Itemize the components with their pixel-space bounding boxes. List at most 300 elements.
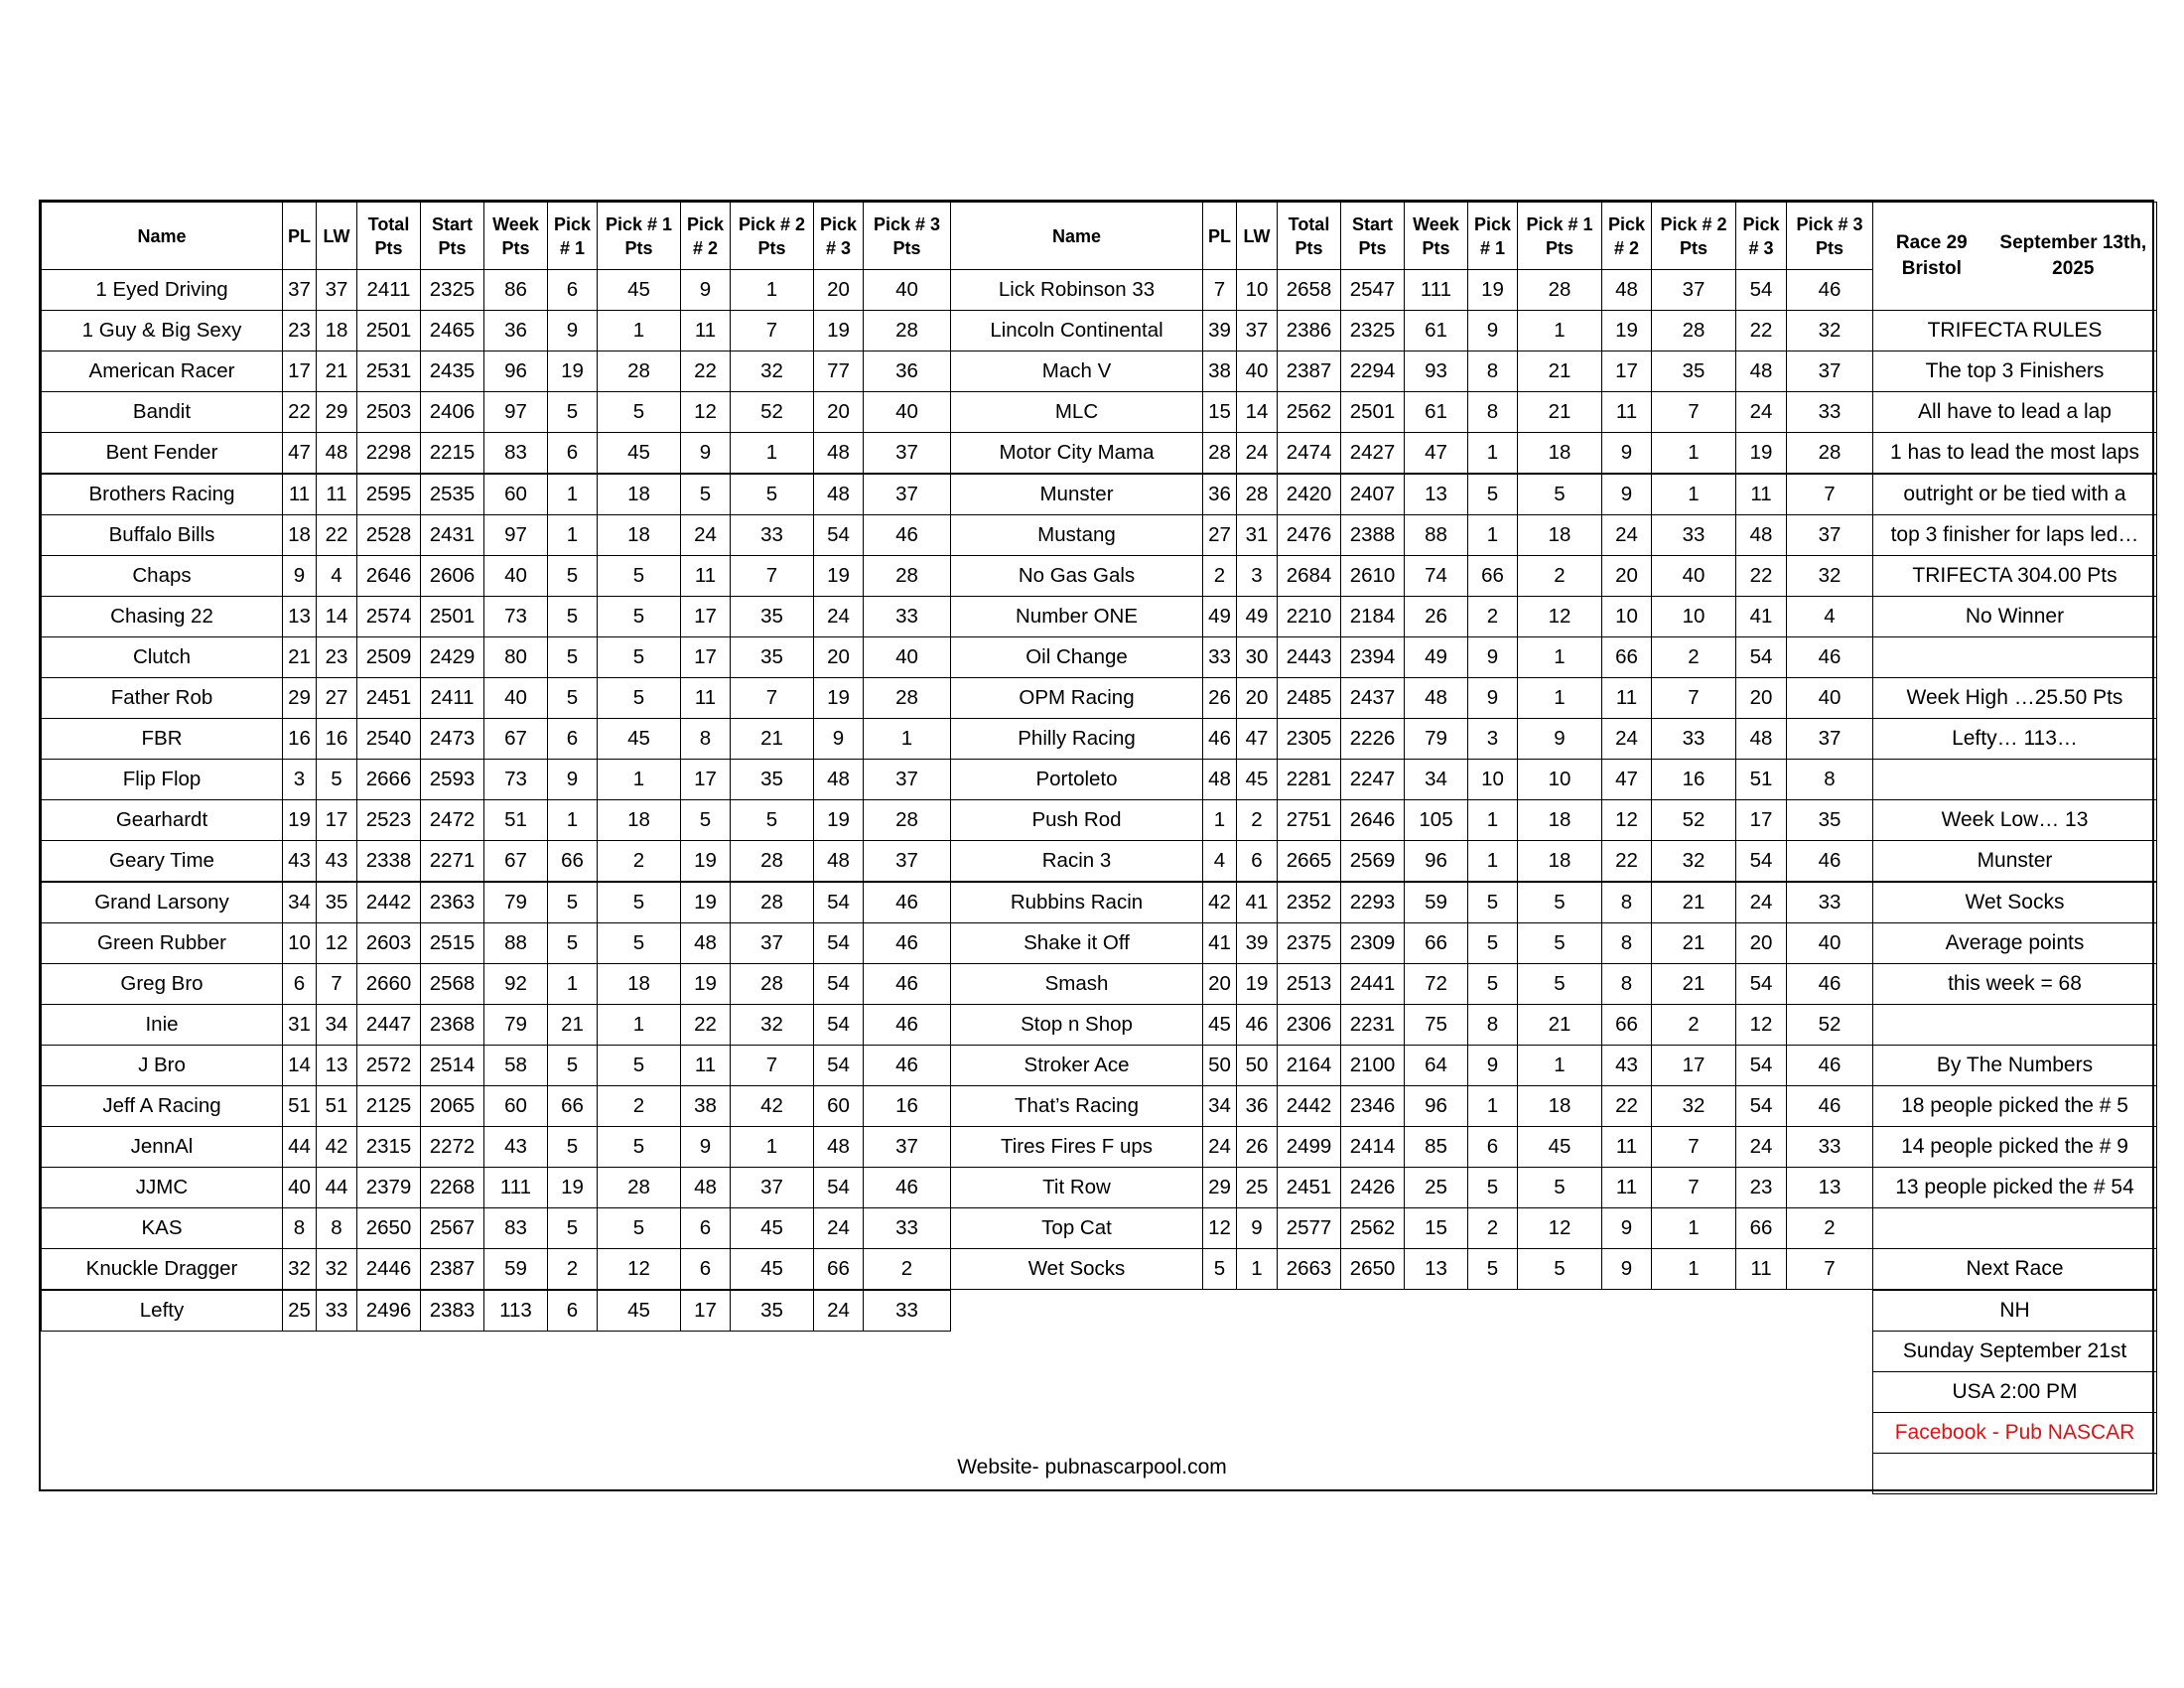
left-cell-pick3-pts: 33 (863, 1290, 951, 1332)
right-cell-pick3-pts: 8 (1786, 759, 1873, 800)
right-cell-pick3: 11 (1735, 474, 1787, 515)
race-info-title-line: Race 29 Bristol (1895, 232, 1968, 280)
left-cell-lw: 27 (316, 677, 357, 719)
left-cell-lw: 35 (316, 882, 357, 923)
left-cell-name: JennAl (41, 1126, 283, 1168)
race-info-line (1872, 759, 2157, 800)
race-info-line: 1 has to lead the most laps (1872, 432, 2157, 474)
right-cell-pick3-pts: 33 (1786, 882, 1873, 923)
left-header-pick1-pts: Pick # 1 Pts (597, 202, 681, 270)
right-cell-pl: 12 (1202, 1207, 1237, 1249)
right-cell-pick1: 8 (1467, 1004, 1518, 1046)
left-cell-pick1-pts: 18 (597, 474, 681, 515)
left-cell-pick3-pts: 37 (863, 474, 951, 515)
right-cell-pick1: 10 (1467, 759, 1518, 800)
right-cell-week-pts: 59 (1404, 882, 1468, 923)
left-cell-total-pts: 2528 (356, 514, 421, 556)
left-header-pick2: Pick # 2 (680, 202, 731, 270)
left-cell-pick3: 24 (813, 1207, 864, 1249)
left-cell-pick2: 17 (680, 596, 731, 637)
left-cell-start-pts: 2515 (420, 922, 484, 964)
right-cell-week-pts: 25 (1404, 1167, 1468, 1208)
left-cell-week-pts: 97 (483, 514, 548, 556)
right-cell-pick1: 2 (1467, 1207, 1518, 1249)
left-cell-pick1: 6 (547, 1290, 598, 1332)
right-cell-pick1: 8 (1467, 391, 1518, 433)
left-cell-total-pts: 2338 (356, 840, 421, 882)
left-cell-pick2-pts: 35 (730, 596, 814, 637)
left-cell-pick3-pts: 46 (863, 1045, 951, 1086)
left-cell-week-pts: 79 (483, 882, 548, 923)
left-cell-pick2: 17 (680, 636, 731, 678)
right-cell-total-pts: 2420 (1277, 474, 1341, 515)
left-cell-week-pts: 40 (483, 555, 548, 597)
left-cell-start-pts: 2465 (420, 310, 484, 352)
right-cell-pick1-pts: 21 (1517, 391, 1602, 433)
right-cell-lw: 20 (1236, 677, 1278, 719)
left-cell-week-pts: 79 (483, 1004, 548, 1046)
left-cell-pick3-pts: 28 (863, 677, 951, 719)
left-cell-pick2-pts: 28 (730, 840, 814, 882)
left-cell-lw: 8 (316, 1207, 357, 1249)
right-cell-pick1: 5 (1467, 474, 1518, 515)
left-cell-total-pts: 2572 (356, 1045, 421, 1086)
left-cell-pick3-pts: 46 (863, 1167, 951, 1208)
left-cell-start-pts: 2268 (420, 1167, 484, 1208)
left-cell-lw: 12 (316, 922, 357, 964)
left-cell-lw: 23 (316, 636, 357, 678)
right-header-pick3-pts: Pick # 3 Pts (1786, 202, 1873, 270)
right-cell-pick2-pts: 35 (1651, 351, 1736, 392)
right-cell-pick1: 8 (1467, 351, 1518, 392)
left-cell-pick3: 66 (813, 1248, 864, 1290)
right-cell-pick2: 43 (1601, 1045, 1652, 1086)
right-cell-pick2: 48 (1601, 269, 1652, 311)
left-cell-start-pts: 2431 (420, 514, 484, 556)
right-cell-pick2-pts: 10 (1651, 596, 1736, 637)
left-cell-pick3-pts: 46 (863, 963, 951, 1005)
right-cell-pl: 2 (1202, 555, 1237, 597)
left-cell-pick2-pts: 37 (730, 1167, 814, 1208)
right-cell-pick3-pts: 7 (1786, 474, 1873, 515)
left-cell-pick1-pts: 5 (597, 391, 681, 433)
left-cell-pick2-pts: 32 (730, 1004, 814, 1046)
right-cell-week-pts: 13 (1404, 1248, 1468, 1290)
right-cell-name: Oil Change (950, 636, 1203, 678)
left-cell-lw: 5 (316, 759, 357, 800)
left-cell-pick3-pts: 2 (863, 1248, 951, 1290)
right-cell-name: That’s Racing (950, 1085, 1203, 1127)
right-cell-week-pts: 13 (1404, 474, 1468, 515)
left-cell-pl: 21 (282, 636, 317, 678)
left-cell-pl: 44 (282, 1126, 317, 1168)
right-cell-pick1: 9 (1467, 1045, 1518, 1086)
left-cell-start-pts: 2272 (420, 1126, 484, 1168)
left-cell-pick2-pts: 7 (730, 555, 814, 597)
right-cell-pick1-pts: 5 (1517, 882, 1602, 923)
left-cell-pick3: 48 (813, 840, 864, 882)
left-cell-total-pts: 2660 (356, 963, 421, 1005)
left-cell-lw: 34 (316, 1004, 357, 1046)
right-cell-name: Lincoln Continental (950, 310, 1203, 352)
right-cell-total-pts: 2562 (1277, 391, 1341, 433)
right-cell-pick1-pts: 5 (1517, 1167, 1602, 1208)
left-cell-total-pts: 2509 (356, 636, 421, 678)
left-header-pick3-pts: Pick # 3 Pts (863, 202, 951, 270)
right-cell-start-pts: 2231 (1340, 1004, 1405, 1046)
right-cell-start-pts: 2388 (1340, 514, 1405, 556)
left-cell-pl: 37 (282, 269, 317, 311)
left-cell-pick1: 1 (547, 514, 598, 556)
left-cell-pick3-pts: 46 (863, 514, 951, 556)
right-cell-name: Munster (950, 474, 1203, 515)
right-cell-total-pts: 2499 (1277, 1126, 1341, 1168)
left-cell-pick2: 22 (680, 1004, 731, 1046)
left-cell-pick3-pts: 36 (863, 351, 951, 392)
left-cell-lw: 33 (316, 1290, 357, 1332)
right-cell-name: Number ONE (950, 596, 1203, 637)
left-cell-name: American Racer (41, 351, 283, 392)
left-cell-pick3: 54 (813, 963, 864, 1005)
left-header-pl: PL (282, 202, 317, 270)
right-cell-pick3-pts: 46 (1786, 636, 1873, 678)
left-cell-week-pts: 80 (483, 636, 548, 678)
left-cell-lw: 7 (316, 963, 357, 1005)
left-cell-pick1: 6 (547, 432, 598, 474)
left-cell-pick1-pts: 2 (597, 840, 681, 882)
left-cell-name: Flip Flop (41, 759, 283, 800)
left-cell-pick2: 17 (680, 759, 731, 800)
left-cell-pick2-pts: 32 (730, 351, 814, 392)
right-cell-pick3: 41 (1735, 596, 1787, 637)
left-cell-pick3-pts: 37 (863, 840, 951, 882)
right-cell-pick2: 9 (1601, 432, 1652, 474)
right-cell-start-pts: 2293 (1340, 882, 1405, 923)
right-cell-pick2: 19 (1601, 310, 1652, 352)
right-cell-pick3-pts: 46 (1786, 963, 1873, 1005)
left-cell-pick2: 6 (680, 1248, 731, 1290)
left-cell-pick1-pts: 2 (597, 1085, 681, 1127)
race-info-line: 14 people picked the # 9 (1872, 1126, 2157, 1168)
left-cell-pick1-pts: 45 (597, 269, 681, 311)
right-cell-total-pts: 2513 (1277, 963, 1341, 1005)
right-cell-pick3: 20 (1735, 922, 1787, 964)
left-cell-pick1: 66 (547, 1085, 598, 1127)
left-cell-start-pts: 2325 (420, 269, 484, 311)
right-cell-name: Shake it Off (950, 922, 1203, 964)
right-cell-pick1-pts: 21 (1517, 1004, 1602, 1046)
right-cell-total-pts: 2451 (1277, 1167, 1341, 1208)
right-cell-pl: 26 (1202, 677, 1237, 719)
left-cell-pick3: 20 (813, 269, 864, 311)
right-cell-pl: 50 (1202, 1045, 1237, 1086)
left-cell-pick1: 9 (547, 759, 598, 800)
right-cell-pick2: 24 (1601, 514, 1652, 556)
right-cell-start-pts: 2610 (1340, 555, 1405, 597)
right-cell-pick2-pts: 1 (1651, 1207, 1736, 1249)
right-cell-lw: 36 (1236, 1085, 1278, 1127)
race-info-line (1872, 1207, 2157, 1249)
left-cell-name: Buffalo Bills (41, 514, 283, 556)
left-cell-pick3: 19 (813, 555, 864, 597)
left-cell-lw: 22 (316, 514, 357, 556)
right-cell-name: OPM Racing (950, 677, 1203, 719)
right-cell-pick3-pts: 46 (1786, 1045, 1873, 1086)
right-cell-name: Wet Socks (950, 1248, 1203, 1290)
left-cell-pick2: 22 (680, 351, 731, 392)
left-cell-pick1: 5 (547, 596, 598, 637)
right-cell-start-pts: 2646 (1340, 799, 1405, 841)
right-cell-pl: 38 (1202, 351, 1237, 392)
left-cell-pick3: 54 (813, 1045, 864, 1086)
right-cell-total-pts: 2665 (1277, 840, 1341, 882)
right-cell-pick3: 23 (1735, 1167, 1787, 1208)
right-cell-pick1: 5 (1467, 922, 1518, 964)
left-cell-pick2-pts: 35 (730, 1290, 814, 1332)
left-cell-pl: 22 (282, 391, 317, 433)
right-cell-total-pts: 2485 (1277, 677, 1341, 719)
left-cell-lw: 43 (316, 840, 357, 882)
right-cell-week-pts: 105 (1404, 799, 1468, 841)
right-cell-pick2: 47 (1601, 759, 1652, 800)
right-cell-total-pts: 2751 (1277, 799, 1341, 841)
left-cell-total-pts: 2442 (356, 882, 421, 923)
right-cell-pick2-pts: 7 (1651, 391, 1736, 433)
left-cell-total-pts: 2523 (356, 799, 421, 841)
left-cell-pl: 31 (282, 1004, 317, 1046)
left-header-lw: LW (316, 202, 357, 270)
left-cell-pick3: 48 (813, 1126, 864, 1168)
right-cell-week-pts: 96 (1404, 840, 1468, 882)
right-cell-name: Push Rod (950, 799, 1203, 841)
right-cell-pick3-pts: 37 (1786, 514, 1873, 556)
left-cell-lw: 4 (316, 555, 357, 597)
right-cell-name: Mach V (950, 351, 1203, 392)
left-cell-start-pts: 2411 (420, 677, 484, 719)
right-cell-pl: 34 (1202, 1085, 1237, 1127)
left-cell-total-pts: 2603 (356, 922, 421, 964)
right-cell-start-pts: 2184 (1340, 596, 1405, 637)
right-cell-pick3-pts: 40 (1786, 677, 1873, 719)
race-info-line: Wet Socks (1872, 882, 2157, 923)
right-cell-start-pts: 2414 (1340, 1126, 1405, 1168)
left-cell-pick1: 5 (547, 636, 598, 678)
right-cell-start-pts: 2547 (1340, 269, 1405, 311)
left-cell-pick1: 19 (547, 351, 598, 392)
right-cell-pl: 33 (1202, 636, 1237, 678)
left-cell-name: Geary Time (41, 840, 283, 882)
race-info-line: Sunday September 21st (1872, 1331, 2157, 1372)
left-cell-start-pts: 2535 (420, 474, 484, 515)
left-cell-name: JJMC (41, 1167, 283, 1208)
left-cell-pick1: 5 (547, 677, 598, 719)
right-cell-name: Stop n Shop (950, 1004, 1203, 1046)
left-cell-name: Bent Fender (41, 432, 283, 474)
right-cell-week-pts: 61 (1404, 391, 1468, 433)
right-cell-pick3-pts: 28 (1786, 432, 1873, 474)
right-cell-pick3: 48 (1735, 514, 1787, 556)
race-info-line: The top 3 Finishers (1872, 351, 2157, 392)
right-cell-week-pts: 111 (1404, 269, 1468, 311)
left-cell-name: Clutch (41, 636, 283, 678)
right-cell-pick2: 11 (1601, 1167, 1652, 1208)
left-header-week-pts: Week Pts (483, 202, 548, 270)
right-header-pl: PL (1202, 202, 1237, 270)
right-cell-pick3: 48 (1735, 351, 1787, 392)
left-cell-pick2: 5 (680, 474, 731, 515)
right-cell-week-pts: 49 (1404, 636, 1468, 678)
left-cell-pick3: 48 (813, 759, 864, 800)
right-cell-name: Mustang (950, 514, 1203, 556)
right-cell-pick3: 54 (1735, 963, 1787, 1005)
right-cell-lw: 6 (1236, 840, 1278, 882)
left-cell-week-pts: 58 (483, 1045, 548, 1086)
right-cell-pick3: 17 (1735, 799, 1787, 841)
left-cell-pick3-pts: 40 (863, 269, 951, 311)
right-cell-pick2-pts: 7 (1651, 677, 1736, 719)
right-cell-pick1: 1 (1467, 432, 1518, 474)
left-header-pick3: Pick # 3 (813, 202, 864, 270)
left-cell-lw: 17 (316, 799, 357, 841)
left-cell-pick1: 1 (547, 963, 598, 1005)
right-header-total-pts: Total Pts (1277, 202, 1341, 270)
right-cell-pick1-pts: 1 (1517, 1045, 1602, 1086)
left-cell-week-pts: 51 (483, 799, 548, 841)
left-cell-pick1-pts: 18 (597, 514, 681, 556)
right-cell-pick3-pts: 4 (1786, 596, 1873, 637)
right-cell-pl: 48 (1202, 759, 1237, 800)
right-cell-start-pts: 2325 (1340, 310, 1405, 352)
left-cell-pl: 16 (282, 718, 317, 760)
left-cell-pick2: 5 (680, 799, 731, 841)
left-cell-pick3: 54 (813, 514, 864, 556)
left-cell-pick3-pts: 28 (863, 555, 951, 597)
right-cell-lw: 40 (1236, 351, 1278, 392)
right-cell-pl: 7 (1202, 269, 1237, 311)
right-cell-pick1-pts: 1 (1517, 677, 1602, 719)
left-cell-total-pts: 2451 (356, 677, 421, 719)
right-cell-pick3: 54 (1735, 840, 1787, 882)
left-header-start-pts: Start Pts (420, 202, 484, 270)
right-cell-lw: 31 (1236, 514, 1278, 556)
right-cell-start-pts: 2100 (1340, 1045, 1405, 1086)
left-cell-start-pts: 2472 (420, 799, 484, 841)
right-cell-lw: 39 (1236, 922, 1278, 964)
right-cell-pick2-pts: 32 (1651, 840, 1736, 882)
right-cell-lw: 3 (1236, 555, 1278, 597)
left-cell-pick3-pts: 40 (863, 391, 951, 433)
left-cell-pl: 29 (282, 677, 317, 719)
right-cell-pick2-pts: 1 (1651, 432, 1736, 474)
left-cell-total-pts: 2125 (356, 1085, 421, 1127)
right-cell-week-pts: 15 (1404, 1207, 1468, 1249)
left-cell-lw: 44 (316, 1167, 357, 1208)
right-cell-pl: 15 (1202, 391, 1237, 433)
right-cell-lw: 9 (1236, 1207, 1278, 1249)
right-cell-pick3: 66 (1735, 1207, 1787, 1249)
left-cell-week-pts: 73 (483, 759, 548, 800)
right-cell-pick1: 6 (1467, 1126, 1518, 1168)
right-cell-lw: 25 (1236, 1167, 1278, 1208)
race-info-line: Week High …25.50 Pts (1872, 677, 2157, 719)
right-cell-start-pts: 2346 (1340, 1085, 1405, 1127)
left-cell-pick3: 9 (813, 718, 864, 760)
left-cell-pl: 18 (282, 514, 317, 556)
right-cell-name: Top Cat (950, 1207, 1203, 1249)
left-cell-pick3-pts: 33 (863, 596, 951, 637)
left-cell-week-pts: 36 (483, 310, 548, 352)
right-cell-pick2: 20 (1601, 555, 1652, 597)
right-cell-pick2: 9 (1601, 1248, 1652, 1290)
right-cell-pick1: 1 (1467, 514, 1518, 556)
right-cell-pick3-pts: 33 (1786, 1126, 1873, 1168)
left-cell-pick3: 54 (813, 1004, 864, 1046)
right-cell-pick2-pts: 40 (1651, 555, 1736, 597)
left-cell-name: Inie (41, 1004, 283, 1046)
left-cell-pick3-pts: 46 (863, 922, 951, 964)
left-cell-lw: 29 (316, 391, 357, 433)
race-info-line: Munster (1872, 840, 2157, 882)
left-cell-week-pts: 113 (483, 1290, 548, 1332)
race-info-line: Lefty… 113… (1872, 718, 2157, 760)
right-cell-week-pts: 48 (1404, 677, 1468, 719)
right-cell-pick3-pts: 13 (1786, 1167, 1873, 1208)
right-cell-start-pts: 2562 (1340, 1207, 1405, 1249)
left-cell-pick3-pts: 37 (863, 759, 951, 800)
left-cell-start-pts: 2568 (420, 963, 484, 1005)
right-cell-week-pts: 85 (1404, 1126, 1468, 1168)
right-cell-total-pts: 2305 (1277, 718, 1341, 760)
left-cell-start-pts: 2387 (420, 1248, 484, 1290)
right-cell-pick3-pts: 32 (1786, 555, 1873, 597)
right-cell-total-pts: 2210 (1277, 596, 1341, 637)
left-cell-total-pts: 2646 (356, 555, 421, 597)
left-cell-pl: 19 (282, 799, 317, 841)
right-cell-pick1-pts: 5 (1517, 474, 1602, 515)
left-cell-pl: 13 (282, 596, 317, 637)
right-cell-pick3-pts: 46 (1786, 840, 1873, 882)
right-cell-start-pts: 2427 (1340, 432, 1405, 474)
right-cell-pick1-pts: 2 (1517, 555, 1602, 597)
left-cell-pick1-pts: 12 (597, 1248, 681, 1290)
right-cell-pick2: 12 (1601, 799, 1652, 841)
left-cell-week-pts: 43 (483, 1126, 548, 1168)
right-cell-pick3-pts: 37 (1786, 351, 1873, 392)
race-info-line: TRIFECTA 304.00 Pts (1872, 555, 2157, 597)
right-cell-pick2-pts: 7 (1651, 1126, 1736, 1168)
left-cell-start-pts: 2406 (420, 391, 484, 433)
left-cell-pick2: 19 (680, 882, 731, 923)
race-info-line: USA 2:00 PM (1872, 1371, 2157, 1413)
left-cell-start-pts: 2215 (420, 432, 484, 474)
left-cell-total-pts: 2595 (356, 474, 421, 515)
right-cell-name: MLC (950, 391, 1203, 433)
left-cell-pick2: 12 (680, 391, 731, 433)
left-cell-start-pts: 2429 (420, 636, 484, 678)
right-cell-pick3-pts: 2 (1786, 1207, 1873, 1249)
right-cell-name: Tit Row (950, 1167, 1203, 1208)
website-footer: Website- pubnascarpool.com (957, 1456, 1227, 1478)
right-cell-total-pts: 2164 (1277, 1045, 1341, 1086)
right-cell-name: Rubbins Racin (950, 882, 1203, 923)
left-cell-week-pts: 60 (483, 1085, 548, 1127)
left-cell-pick1-pts: 5 (597, 882, 681, 923)
left-cell-pick3-pts: 16 (863, 1085, 951, 1127)
right-cell-pick1-pts: 1 (1517, 310, 1602, 352)
left-cell-pick1-pts: 28 (597, 351, 681, 392)
right-header-pick1-pts: Pick # 1 Pts (1517, 202, 1602, 270)
right-cell-total-pts: 2442 (1277, 1085, 1341, 1127)
